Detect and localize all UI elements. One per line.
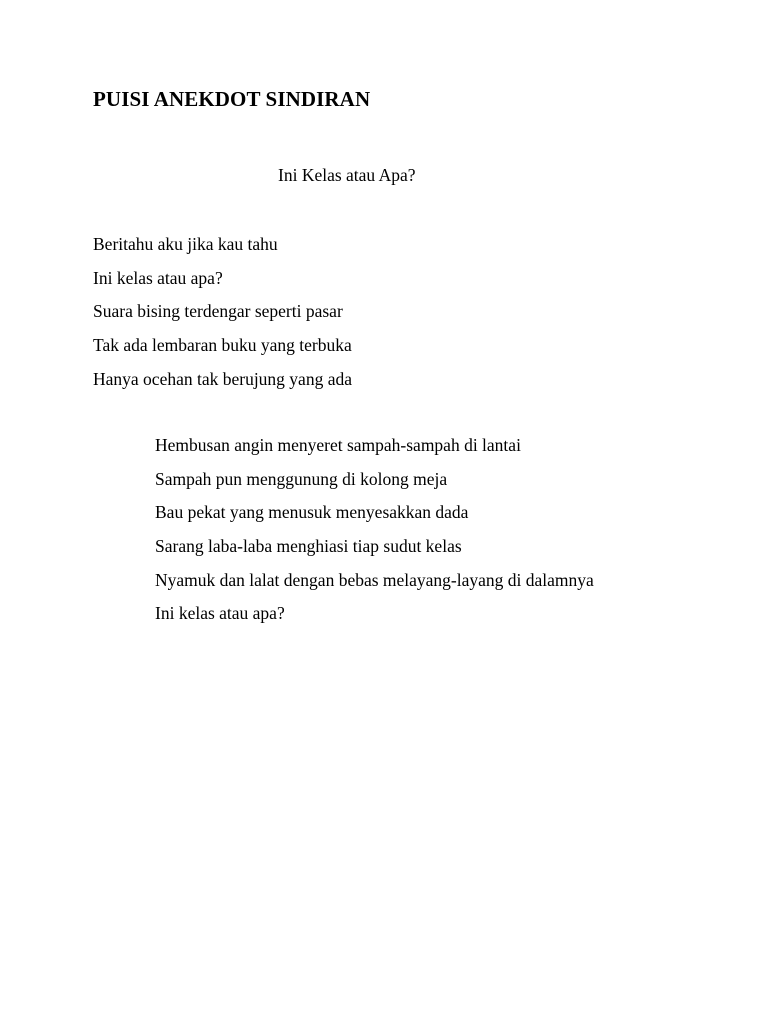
poem-line: Sampah pun menggunung di kolong meja xyxy=(155,468,448,489)
poem-title: Ini Kelas atau Apa? xyxy=(278,165,416,185)
stanza-2 xyxy=(155,433,594,635)
poem-line: Sarang laba-laba menghiasi tiap sudut kelas xyxy=(155,536,462,557)
poem-line: Bau pekat yang menusuk menyesakkan dada xyxy=(155,502,469,523)
poem-line: Tak ada lembaran buku yang terbuka xyxy=(93,335,352,356)
stanza-1 xyxy=(93,232,352,400)
poem-line: Beritahu aku jika kau tahu xyxy=(93,234,278,254)
document-heading: PUISI ANEKDOT SINDIRAN xyxy=(93,87,371,111)
poem-line: Ini kelas atau apa? xyxy=(93,267,223,288)
poem-line: Hembusan angin menyeret sampah-sampah di lantai xyxy=(155,435,521,455)
poem-line: Hanya ocehan tak berujung yang ada xyxy=(93,368,352,389)
poem-line: Ini kelas atau apa? xyxy=(155,603,285,624)
poem-line: Nyamuk dan lalat dengan bebas melayang-layang di dalamnya xyxy=(155,569,594,590)
poem-line: Suara bising terdengar seperti pasar xyxy=(93,301,343,322)
